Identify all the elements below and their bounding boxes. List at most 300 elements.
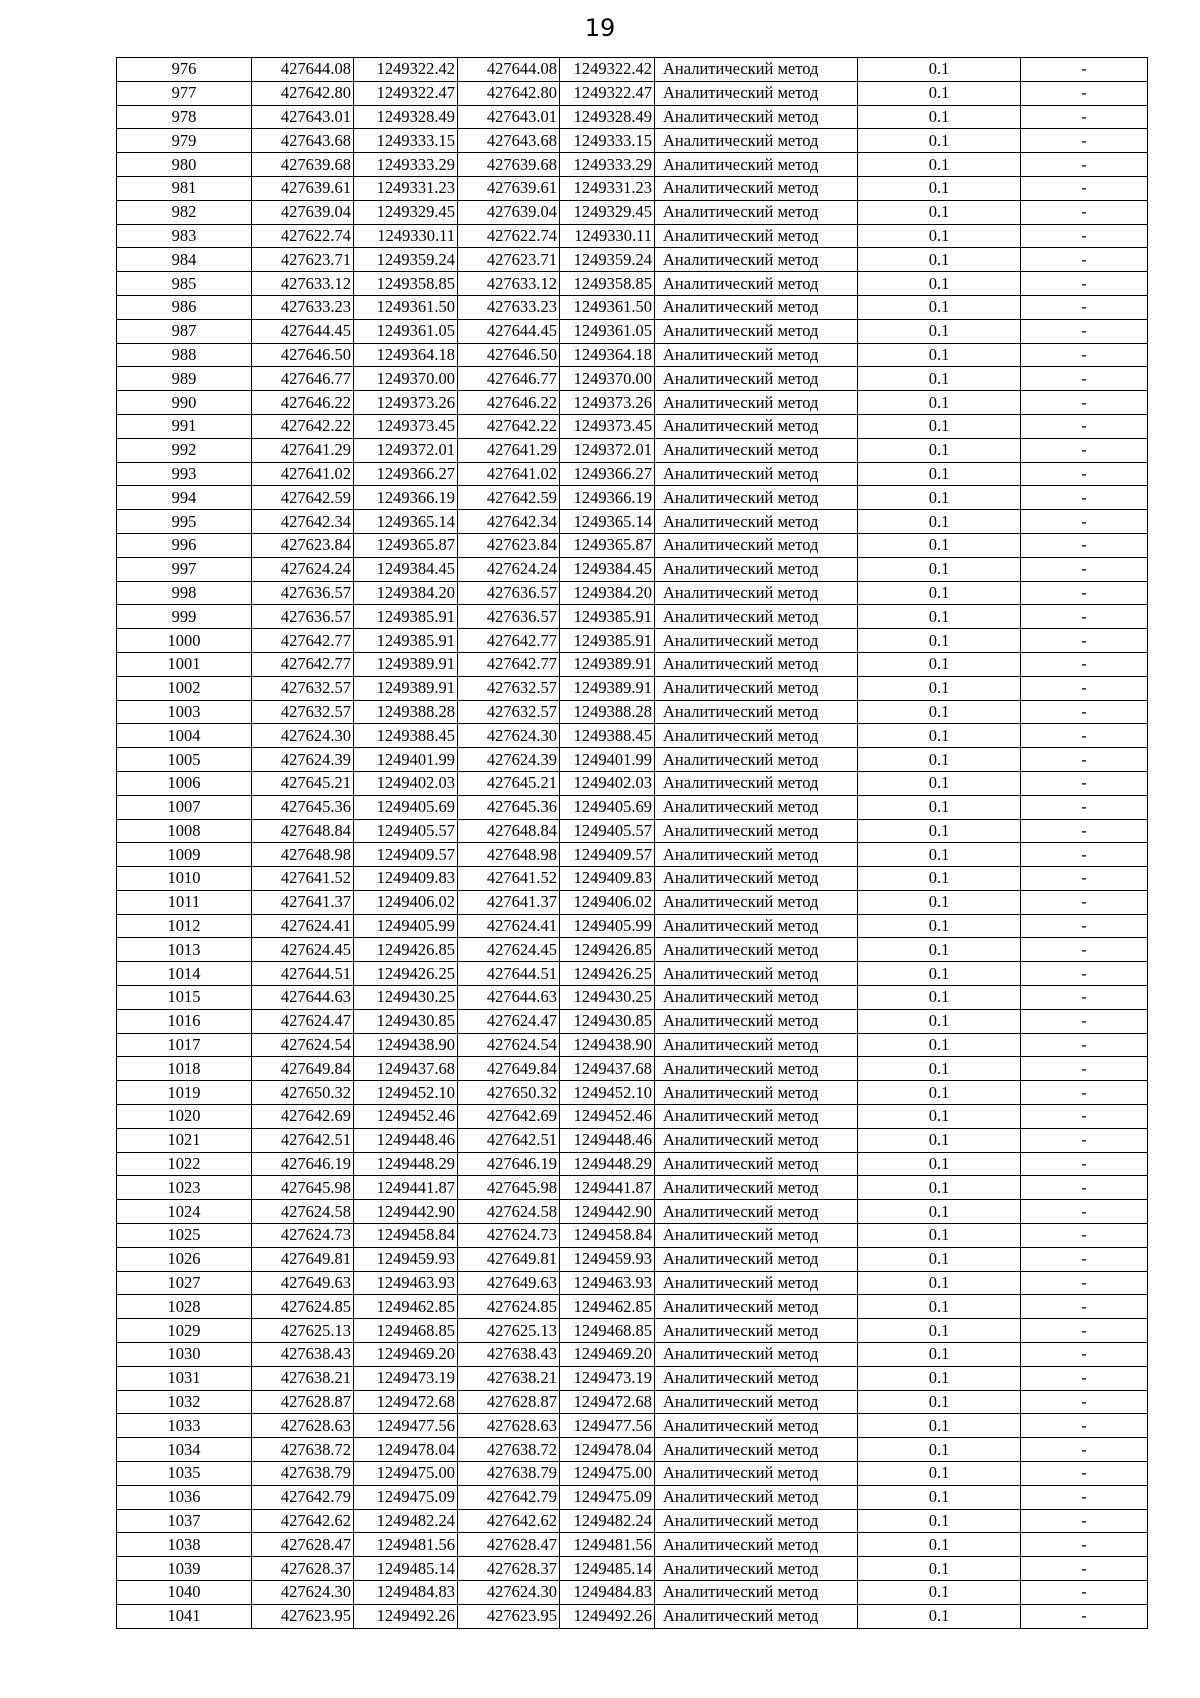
accuracy-cell: 0.1 <box>858 486 1021 510</box>
point-number-cell: 984 <box>117 248 252 272</box>
point-number-cell: 994 <box>117 486 252 510</box>
point-number-cell: 1035 <box>117 1462 252 1486</box>
accuracy-cell: 0.1 <box>858 1247 1021 1271</box>
y-coordinate-cell: 1249437.68 <box>560 1057 655 1081</box>
y-coordinate-cell: 1249333.15 <box>354 129 458 153</box>
y-coordinate-cell: 1249322.42 <box>560 58 655 82</box>
note-cell: - <box>1021 1224 1148 1248</box>
accuracy-cell: 0.1 <box>858 1081 1021 1105</box>
point-number-cell: 1041 <box>117 1604 252 1628</box>
y-coordinate-cell: 1249406.02 <box>560 890 655 914</box>
table-row <box>117 843 1148 867</box>
x-coordinate-cell: 427646.19 <box>458 1152 560 1176</box>
note-cell: - <box>1021 1462 1148 1486</box>
point-number-cell: 982 <box>117 200 252 224</box>
method-cell: Аналитический метод <box>655 510 858 534</box>
point-number-cell: 1010 <box>117 867 252 891</box>
point-number-cell: 978 <box>117 105 252 129</box>
note-cell: - <box>1021 200 1148 224</box>
note-cell: - <box>1021 343 1148 367</box>
table-row <box>117 1152 1148 1176</box>
x-coordinate-cell: 427639.61 <box>252 176 354 200</box>
x-coordinate-cell: 427649.81 <box>458 1247 560 1271</box>
note-cell: - <box>1021 1390 1148 1414</box>
note-cell: - <box>1021 1152 1148 1176</box>
x-coordinate-cell: 427624.39 <box>252 748 354 772</box>
y-coordinate-cell: 1249472.68 <box>560 1390 655 1414</box>
point-number-cell: 1009 <box>117 843 252 867</box>
method-cell: Аналитический метод <box>655 486 858 510</box>
accuracy-cell: 0.1 <box>858 1271 1021 1295</box>
table-row <box>117 1485 1148 1509</box>
note-cell: - <box>1021 629 1148 653</box>
x-coordinate-cell: 427624.45 <box>458 938 560 962</box>
y-coordinate-cell: 1249430.85 <box>560 1009 655 1033</box>
y-coordinate-cell: 1249388.45 <box>560 724 655 748</box>
x-coordinate-cell: 427645.21 <box>458 771 560 795</box>
y-coordinate-cell: 1249452.10 <box>354 1081 458 1105</box>
x-coordinate-cell: 427642.51 <box>252 1128 354 1152</box>
table-row <box>117 1057 1148 1081</box>
x-coordinate-cell: 427639.68 <box>458 153 560 177</box>
y-coordinate-cell: 1249477.56 <box>560 1414 655 1438</box>
x-coordinate-cell: 427624.47 <box>252 1009 354 1033</box>
x-coordinate-cell: 427645.36 <box>458 795 560 819</box>
table-row <box>117 890 1148 914</box>
y-coordinate-cell: 1249388.45 <box>354 724 458 748</box>
y-coordinate-cell: 1249370.00 <box>560 367 655 391</box>
x-coordinate-cell: 427650.32 <box>252 1081 354 1105</box>
accuracy-cell: 0.1 <box>858 295 1021 319</box>
method-cell: Аналитический метод <box>655 1295 858 1319</box>
accuracy-cell: 0.1 <box>858 843 1021 867</box>
y-coordinate-cell: 1249333.29 <box>560 153 655 177</box>
x-coordinate-cell: 427623.71 <box>252 248 354 272</box>
x-coordinate-cell: 427632.57 <box>252 676 354 700</box>
y-coordinate-cell: 1249452.10 <box>560 1081 655 1105</box>
x-coordinate-cell: 427646.50 <box>252 343 354 367</box>
y-coordinate-cell: 1249388.28 <box>354 700 458 724</box>
table-row <box>117 224 1148 248</box>
y-coordinate-cell: 1249485.14 <box>354 1557 458 1581</box>
y-coordinate-cell: 1249329.45 <box>560 200 655 224</box>
table-row <box>117 533 1148 557</box>
table-body <box>117 58 1148 1629</box>
method-cell: Аналитический метод <box>655 391 858 415</box>
method-cell: Аналитический метод <box>655 1009 858 1033</box>
x-coordinate-cell: 427642.80 <box>252 81 354 105</box>
x-coordinate-cell: 427643.01 <box>458 105 560 129</box>
method-cell: Аналитический метод <box>655 1366 858 1390</box>
method-cell: Аналитический метод <box>655 605 858 629</box>
point-number-cell: 1006 <box>117 771 252 795</box>
x-coordinate-cell: 427624.30 <box>458 1581 560 1605</box>
note-cell: - <box>1021 962 1148 986</box>
x-coordinate-cell: 427628.37 <box>458 1557 560 1581</box>
table-row <box>117 1509 1148 1533</box>
table-row <box>117 1390 1148 1414</box>
y-coordinate-cell: 1249462.85 <box>354 1295 458 1319</box>
point-number-cell: 1019 <box>117 1081 252 1105</box>
y-coordinate-cell: 1249492.26 <box>560 1604 655 1628</box>
y-coordinate-cell: 1249473.19 <box>560 1366 655 1390</box>
x-coordinate-cell: 427644.45 <box>252 319 354 343</box>
y-coordinate-cell: 1249405.99 <box>560 914 655 938</box>
x-coordinate-cell: 427646.22 <box>252 391 354 415</box>
method-cell: Аналитический метод <box>655 890 858 914</box>
note-cell: - <box>1021 986 1148 1010</box>
note-cell: - <box>1021 890 1148 914</box>
method-cell: Аналитический метод <box>655 1033 858 1057</box>
note-cell: - <box>1021 795 1148 819</box>
method-cell: Аналитический метод <box>655 938 858 962</box>
y-coordinate-cell: 1249365.14 <box>354 510 458 534</box>
method-cell: Аналитический метод <box>655 1176 858 1200</box>
x-coordinate-cell: 427624.39 <box>458 748 560 772</box>
x-coordinate-cell: 427649.63 <box>252 1271 354 1295</box>
note-cell: - <box>1021 272 1148 296</box>
accuracy-cell: 0.1 <box>858 867 1021 891</box>
x-coordinate-cell: 427649.84 <box>252 1057 354 1081</box>
method-cell: Аналитический метод <box>655 1081 858 1105</box>
y-coordinate-cell: 1249384.45 <box>354 557 458 581</box>
note-cell: - <box>1021 843 1148 867</box>
point-number-cell: 998 <box>117 581 252 605</box>
point-number-cell: 1000 <box>117 629 252 653</box>
method-cell: Аналитический метод <box>655 58 858 82</box>
method-cell: Аналитический метод <box>655 557 858 581</box>
table-row <box>117 771 1148 795</box>
x-coordinate-cell: 427624.41 <box>458 914 560 938</box>
accuracy-cell: 0.1 <box>858 581 1021 605</box>
x-coordinate-cell: 427628.63 <box>252 1414 354 1438</box>
point-number-cell: 1028 <box>117 1295 252 1319</box>
y-coordinate-cell: 1249373.45 <box>354 414 458 438</box>
point-number-cell: 976 <box>117 58 252 82</box>
point-number-cell: 992 <box>117 438 252 462</box>
x-coordinate-cell: 427642.77 <box>458 629 560 653</box>
method-cell: Аналитический метод <box>655 724 858 748</box>
note-cell: - <box>1021 676 1148 700</box>
table-row <box>117 1533 1148 1557</box>
table-row <box>117 1462 1148 1486</box>
x-coordinate-cell: 427642.22 <box>458 414 560 438</box>
x-coordinate-cell: 427649.81 <box>252 1247 354 1271</box>
point-number-cell: 1030 <box>117 1343 252 1367</box>
y-coordinate-cell: 1249478.04 <box>354 1438 458 1462</box>
x-coordinate-cell: 427624.54 <box>252 1033 354 1057</box>
x-coordinate-cell: 427622.74 <box>458 224 560 248</box>
note-cell: - <box>1021 914 1148 938</box>
accuracy-cell: 0.1 <box>858 1414 1021 1438</box>
note-cell: - <box>1021 248 1148 272</box>
x-coordinate-cell: 427642.79 <box>252 1485 354 1509</box>
point-number-cell: 1003 <box>117 700 252 724</box>
point-number-cell: 977 <box>117 81 252 105</box>
table-row <box>117 1604 1148 1628</box>
y-coordinate-cell: 1249426.85 <box>354 938 458 962</box>
method-cell: Аналитический метод <box>655 748 858 772</box>
point-number-cell: 983 <box>117 224 252 248</box>
y-coordinate-cell: 1249389.91 <box>354 652 458 676</box>
accuracy-cell: 0.1 <box>858 1438 1021 1462</box>
y-coordinate-cell: 1249358.85 <box>354 272 458 296</box>
point-number-cell: 1015 <box>117 986 252 1010</box>
x-coordinate-cell: 427628.87 <box>458 1390 560 1414</box>
table-row <box>117 58 1148 82</box>
y-coordinate-cell: 1249448.29 <box>560 1152 655 1176</box>
note-cell: - <box>1021 1581 1148 1605</box>
table-row <box>117 1343 1148 1367</box>
accuracy-cell: 0.1 <box>858 986 1021 1010</box>
y-coordinate-cell: 1249448.29 <box>354 1152 458 1176</box>
y-coordinate-cell: 1249328.49 <box>560 105 655 129</box>
table-row <box>117 1224 1148 1248</box>
method-cell: Аналитический метод <box>655 914 858 938</box>
table-row <box>117 1200 1148 1224</box>
point-number-cell: 1013 <box>117 938 252 962</box>
method-cell: Аналитический метод <box>655 1152 858 1176</box>
x-coordinate-cell: 427638.21 <box>252 1366 354 1390</box>
table-row <box>117 1414 1148 1438</box>
table-row <box>117 200 1148 224</box>
note-cell: - <box>1021 1247 1148 1271</box>
note-cell: - <box>1021 176 1148 200</box>
accuracy-cell: 0.1 <box>858 700 1021 724</box>
accuracy-cell: 0.1 <box>858 81 1021 105</box>
y-coordinate-cell: 1249331.23 <box>560 176 655 200</box>
y-coordinate-cell: 1249478.04 <box>560 1438 655 1462</box>
y-coordinate-cell: 1249366.27 <box>354 462 458 486</box>
point-number-cell: 1008 <box>117 819 252 843</box>
accuracy-cell: 0.1 <box>858 1152 1021 1176</box>
y-coordinate-cell: 1249442.90 <box>560 1200 655 1224</box>
y-coordinate-cell: 1249328.49 <box>354 105 458 129</box>
x-coordinate-cell: 427648.98 <box>252 843 354 867</box>
point-number-cell: 1018 <box>117 1057 252 1081</box>
table-row <box>117 700 1148 724</box>
note-cell: - <box>1021 414 1148 438</box>
y-coordinate-cell: 1249385.91 <box>354 629 458 653</box>
note-cell: - <box>1021 1604 1148 1628</box>
x-coordinate-cell: 427642.80 <box>458 81 560 105</box>
x-coordinate-cell: 427642.59 <box>458 486 560 510</box>
y-coordinate-cell: 1249405.69 <box>560 795 655 819</box>
accuracy-cell: 0.1 <box>858 1366 1021 1390</box>
y-coordinate-cell: 1249459.93 <box>560 1247 655 1271</box>
point-number-cell: 979 <box>117 129 252 153</box>
y-coordinate-cell: 1249426.25 <box>354 962 458 986</box>
x-coordinate-cell: 427638.79 <box>458 1462 560 1486</box>
x-coordinate-cell: 427633.12 <box>252 272 354 296</box>
table-row <box>117 510 1148 534</box>
x-coordinate-cell: 427645.21 <box>252 771 354 795</box>
accuracy-cell: 0.1 <box>858 1509 1021 1533</box>
point-number-cell: 996 <box>117 533 252 557</box>
table-row <box>117 272 1148 296</box>
x-coordinate-cell: 427642.77 <box>252 629 354 653</box>
x-coordinate-cell: 427644.51 <box>458 962 560 986</box>
point-number-cell: 990 <box>117 391 252 415</box>
y-coordinate-cell: 1249322.47 <box>354 81 458 105</box>
accuracy-cell: 0.1 <box>858 129 1021 153</box>
table-row <box>117 248 1148 272</box>
x-coordinate-cell: 427639.68 <box>252 153 354 177</box>
point-number-cell: 1027 <box>117 1271 252 1295</box>
y-coordinate-cell: 1249468.85 <box>354 1319 458 1343</box>
accuracy-cell: 0.1 <box>858 1319 1021 1343</box>
x-coordinate-cell: 427633.23 <box>252 295 354 319</box>
y-coordinate-cell: 1249330.11 <box>560 224 655 248</box>
accuracy-cell: 0.1 <box>858 176 1021 200</box>
point-number-cell: 1017 <box>117 1033 252 1057</box>
table-row <box>117 1128 1148 1152</box>
y-coordinate-cell: 1249469.20 <box>354 1343 458 1367</box>
method-cell: Аналитический метод <box>655 700 858 724</box>
note-cell: - <box>1021 295 1148 319</box>
table-row <box>117 938 1148 962</box>
y-coordinate-cell: 1249364.18 <box>354 343 458 367</box>
note-cell: - <box>1021 1271 1148 1295</box>
y-coordinate-cell: 1249401.99 <box>560 748 655 772</box>
x-coordinate-cell: 427649.63 <box>458 1271 560 1295</box>
y-coordinate-cell: 1249463.93 <box>560 1271 655 1295</box>
x-coordinate-cell: 427624.58 <box>252 1200 354 1224</box>
x-coordinate-cell: 427632.57 <box>458 676 560 700</box>
note-cell: - <box>1021 81 1148 105</box>
x-coordinate-cell: 427636.57 <box>252 605 354 629</box>
y-coordinate-cell: 1249389.91 <box>560 652 655 676</box>
method-cell: Аналитический метод <box>655 771 858 795</box>
x-coordinate-cell: 427633.23 <box>458 295 560 319</box>
accuracy-cell: 0.1 <box>858 1009 1021 1033</box>
x-coordinate-cell: 427641.02 <box>458 462 560 486</box>
y-coordinate-cell: 1249475.09 <box>560 1485 655 1509</box>
y-coordinate-cell: 1249452.46 <box>560 1105 655 1129</box>
accuracy-cell: 0.1 <box>858 1057 1021 1081</box>
method-cell: Аналитический метод <box>655 81 858 105</box>
table-row <box>117 629 1148 653</box>
note-cell: - <box>1021 462 1148 486</box>
table-row <box>117 319 1148 343</box>
point-number-cell: 1037 <box>117 1509 252 1533</box>
method-cell: Аналитический метод <box>655 581 858 605</box>
y-coordinate-cell: 1249322.42 <box>354 58 458 82</box>
x-coordinate-cell: 427644.08 <box>252 58 354 82</box>
note-cell: - <box>1021 1033 1148 1057</box>
x-coordinate-cell: 427625.13 <box>458 1319 560 1343</box>
note-cell: - <box>1021 1366 1148 1390</box>
accuracy-cell: 0.1 <box>858 272 1021 296</box>
x-coordinate-cell: 427646.19 <box>252 1152 354 1176</box>
accuracy-cell: 0.1 <box>858 319 1021 343</box>
note-cell: - <box>1021 367 1148 391</box>
x-coordinate-cell: 427641.37 <box>458 890 560 914</box>
point-number-cell: 1038 <box>117 1533 252 1557</box>
y-coordinate-cell: 1249438.90 <box>560 1033 655 1057</box>
accuracy-cell: 0.1 <box>858 676 1021 700</box>
table-row <box>117 438 1148 462</box>
y-coordinate-cell: 1249430.25 <box>560 986 655 1010</box>
accuracy-cell: 0.1 <box>858 771 1021 795</box>
x-coordinate-cell: 427642.62 <box>458 1509 560 1533</box>
y-coordinate-cell: 1249468.85 <box>560 1319 655 1343</box>
accuracy-cell: 0.1 <box>858 1200 1021 1224</box>
point-number-cell: 1020 <box>117 1105 252 1129</box>
note-cell: - <box>1021 652 1148 676</box>
y-coordinate-cell: 1249384.45 <box>560 557 655 581</box>
y-coordinate-cell: 1249365.87 <box>560 533 655 557</box>
method-cell: Аналитический метод <box>655 1128 858 1152</box>
point-number-cell: 981 <box>117 176 252 200</box>
x-coordinate-cell: 427646.22 <box>458 391 560 415</box>
note-cell: - <box>1021 1319 1148 1343</box>
x-coordinate-cell: 427644.51 <box>252 962 354 986</box>
point-number-cell: 989 <box>117 367 252 391</box>
accuracy-cell: 0.1 <box>858 248 1021 272</box>
table-row <box>117 1295 1148 1319</box>
y-coordinate-cell: 1249373.26 <box>354 391 458 415</box>
table-row <box>117 153 1148 177</box>
accuracy-cell: 0.1 <box>858 1033 1021 1057</box>
accuracy-cell: 0.1 <box>858 1462 1021 1486</box>
point-number-cell: 1022 <box>117 1152 252 1176</box>
x-coordinate-cell: 427624.85 <box>252 1295 354 1319</box>
method-cell: Аналитический метод <box>655 652 858 676</box>
x-coordinate-cell: 427643.68 <box>252 129 354 153</box>
method-cell: Аналитический метод <box>655 1462 858 1486</box>
note-cell: - <box>1021 700 1148 724</box>
x-coordinate-cell: 427636.57 <box>252 581 354 605</box>
method-cell: Аналитический метод <box>655 1105 858 1129</box>
x-coordinate-cell: 427628.47 <box>458 1533 560 1557</box>
x-coordinate-cell: 427645.98 <box>252 1176 354 1200</box>
y-coordinate-cell: 1249430.85 <box>354 1009 458 1033</box>
method-cell: Аналитический метод <box>655 843 858 867</box>
x-coordinate-cell: 427624.58 <box>458 1200 560 1224</box>
method-cell: Аналитический метод <box>655 533 858 557</box>
point-number-cell: 993 <box>117 462 252 486</box>
x-coordinate-cell: 427638.72 <box>458 1438 560 1462</box>
x-coordinate-cell: 427624.45 <box>252 938 354 962</box>
x-coordinate-cell: 427642.34 <box>252 510 354 534</box>
accuracy-cell: 0.1 <box>858 462 1021 486</box>
y-coordinate-cell: 1249370.00 <box>354 367 458 391</box>
method-cell: Аналитический метод <box>655 867 858 891</box>
x-coordinate-cell: 427624.30 <box>252 1581 354 1605</box>
note-cell: - <box>1021 819 1148 843</box>
note-cell: - <box>1021 486 1148 510</box>
x-coordinate-cell: 427628.47 <box>252 1533 354 1557</box>
y-coordinate-cell: 1249372.01 <box>560 438 655 462</box>
x-coordinate-cell: 427638.43 <box>458 1343 560 1367</box>
method-cell: Аналитический метод <box>655 1224 858 1248</box>
point-number-cell: 988 <box>117 343 252 367</box>
x-coordinate-cell: 427636.57 <box>458 605 560 629</box>
accuracy-cell: 0.1 <box>858 1557 1021 1581</box>
method-cell: Аналитический метод <box>655 1533 858 1557</box>
point-number-cell: 1007 <box>117 795 252 819</box>
method-cell: Аналитический метод <box>655 1414 858 1438</box>
x-coordinate-cell: 427628.37 <box>252 1557 354 1581</box>
table-row <box>117 1176 1148 1200</box>
point-number-cell: 1029 <box>117 1319 252 1343</box>
note-cell: - <box>1021 938 1148 962</box>
x-coordinate-cell: 427648.98 <box>458 843 560 867</box>
table-row <box>117 819 1148 843</box>
point-number-cell: 1024 <box>117 1200 252 1224</box>
y-coordinate-cell: 1249364.18 <box>560 343 655 367</box>
